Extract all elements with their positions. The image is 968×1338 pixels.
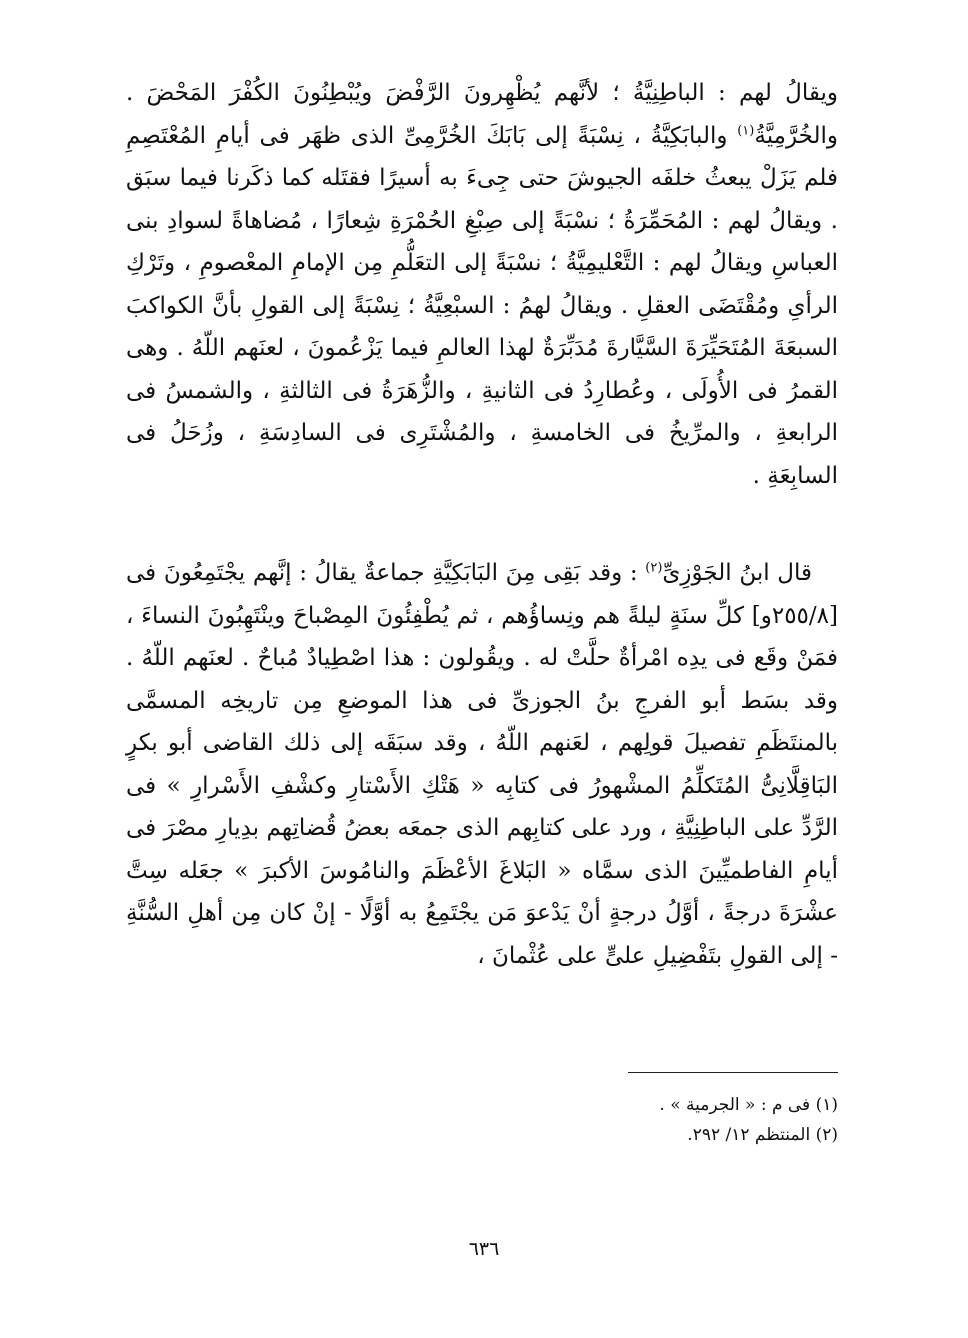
footnote-2: (٢) المنتظم ١٢/ ٢٩٢. [687, 1125, 838, 1145]
paragraph-segment: والبابَكِيَّةُ ، نِسْبَةً إلى بَابَكَ الخُرَّمِىِّ الذى ظهَر فى أيامِ المُعْتَصِمِ فلم يَزَلْ يبعثُ خلفَه الجيوشَ حتى جِىءَ به أسيرًا فقتَله كما ذكَرنا فيما سبَق . ويقالُ لهم : المُحَمِّرَةُ ؛ نسْبَةً إلى صِبْغِ الحُمْرَةِ شِعارًا ، مُضاهاةً لسوادِ بنى العباسِ ويقالُ لهم : التَّعْليمِيَّةُ ؛ نسْبَةً إلى التعَلُّمِ مِن الإمامِ المعْصومِ ، وتَرْكِ الرأىِ ومُقْتَضَى العقلِ . ويقالُ لهمُ : السبْعِيَّةُ ؛ نِسْبَةً إلى القولِ بأنَّ الكواكبَ السبعَةَ المُتَحَيِّرَةَ السَّيَّارةَ مُدَبِّرَةٌ لهذا العالمِ فيما يَزْعُمونَ ، لعنَهم اللّهُ . وهى القمرُ فى الأُولَى ، وعُطارِدُ فى الثانيةِ ، والزُّهَرَةُ فى الثالثةِ ، والشمسُ فى الرابعةِ ، والمرِّيخُ فى الخامسةِ ، والمُشْتَرِى فى السادِسَةِ ، وزُحَلُ فى السابِعَةِ . [126, 122, 838, 489]
footnote-reference-2: (٢) [645, 560, 663, 576]
footnote-reference-1: (١) [737, 122, 755, 138]
paragraph-text [126, 552, 838, 977]
paragraph-segment: : وقد بَقِى مِنَ البَابَكِيَّةِ جماعةٌ يقالُ : إنَّهم يجْتَمِعُونَ فى [٢٥٥/٨و] كلِّ سنَةٍ ليلةً هم ونِساؤُهم ، ثم يُطْفِئُونَ المِصْباحَ وينْتَهِبُونَ النساءَ ، فمَنْ وقَع فى يدِه امْرأةٌ حلَّتْ له . ويقُولون : هذا اصْطِيادٌ مُباحٌ . لعنَهم اللّهُ . وقد بسَط أبو الفرجِ بنُ الجوزىِّ فى هذا الموضعِ مِن تاريخِه المسمَّى بالمنتَظَمِ تفصيلَ قولِهم ، لعَنهم اللّهُ ، وقد سبَقَه إلى ذلك القاضى أبو بكرٍ البَاقِلَّانِىُّ المُتَكلِّمُ المشْهورُ فى كتابِه « هَتْكِ الأَسْتارِ وكشْفِ الأَسْرارِ » فى الرَّدِّ على الباطِنِيَّةِ ، ورد على كتابِهم الذى جمعَه بعضُ قُضاتِهم بدِيارِ مصْرَ فى أيامِ الفاطميِّينَ الذى سمَّاه « البَلاغَ الأعْظَمَ والنامُوسَ الأكبرَ » جعَله سِتَّ عشْرَةَ درجةً ، أوَّلُ درجةٍ أنْ يَدْعوَ مَن يجْتَمِعُ به أوَّلًا - إنْ كان مِن أهلِ السُّنَّةِ - إلى القولِ بتَفْضِيلِ علىٍّ على عُثْمانَ ، [126, 560, 838, 969]
paragraph-segment: ويقالُ لهم : الباطِنِيَّةُ ؛ لأنَّهم يُظْهِرونَ الرَّفْضَ ويُبْطِنُونَ الكُفْرَ المَحْضَ . والخُرَّمِيَّةُ [126, 80, 838, 149]
body-paragraph-2 [126, 552, 838, 977]
footnote-1: (١) فى م : « الجرمية » . [659, 1095, 838, 1115]
paragraph-segment: قال ابنُ الجَوْزِىِّ [662, 560, 812, 586]
paragraph-text [126, 72, 838, 497]
footnote-separator [628, 1072, 838, 1073]
footnotes [126, 1090, 838, 1150]
page-number: ٦٣٦ [468, 1238, 500, 1260]
body-paragraph-1 [126, 72, 838, 497]
